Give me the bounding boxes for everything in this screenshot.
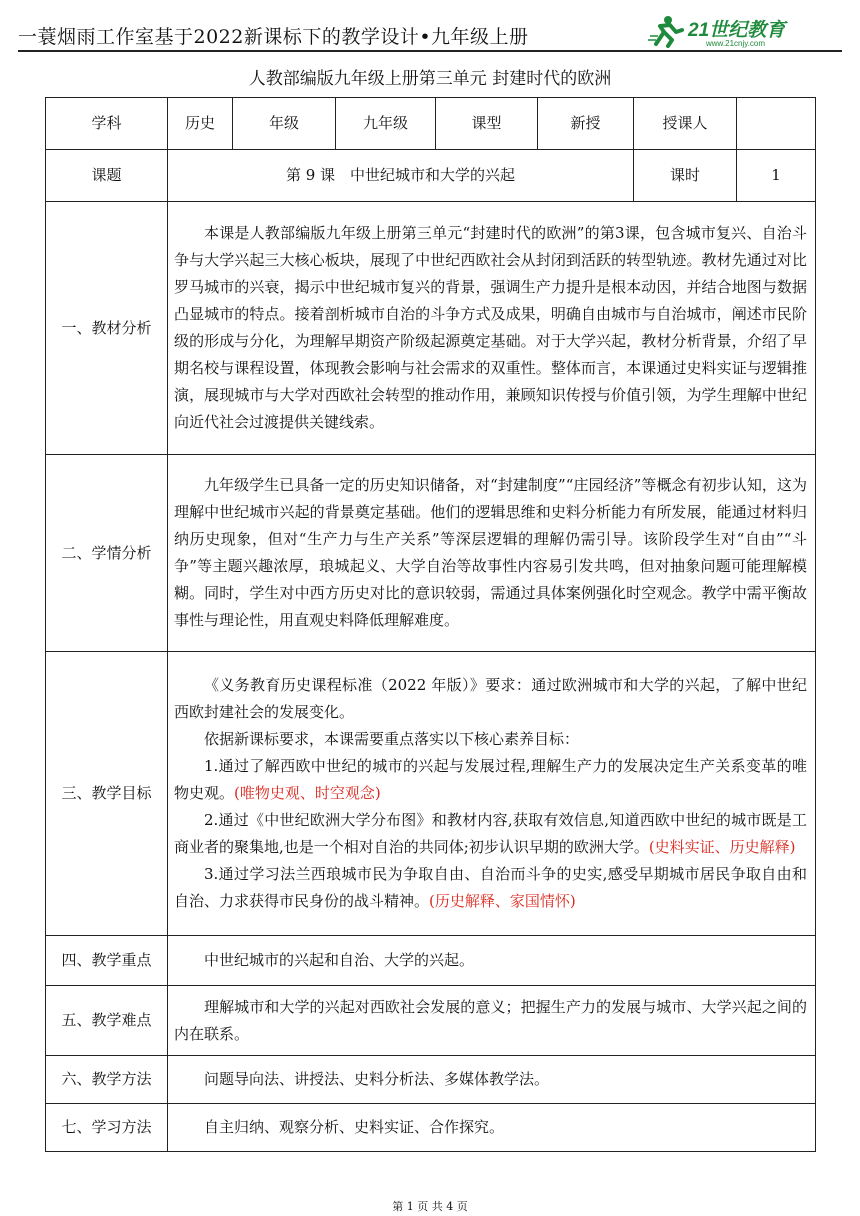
goal-1 [174, 753, 807, 807]
goals-intro-text: 依据新课标要求，本课需要重点落实以下核心素养目标： [204, 730, 580, 748]
learning-methods-row [46, 1104, 816, 1152]
difficulties-cell [168, 986, 816, 1056]
student-analysis-row [46, 455, 816, 652]
logo-text: 21世纪教育 [688, 20, 786, 41]
lesson-type-label: 课型 [436, 98, 538, 150]
goal-3-text: 3.通过学习法兰西琅城市民为争取自由、自治而斗争的史实,感受早期城市居民争取自由和自治、力求获得市民身份的战斗精神。 [174, 865, 807, 910]
logo-url: www.21cnjy.com [706, 39, 765, 48]
key-points-cell [168, 936, 816, 986]
teacher-label: 授课人 [634, 98, 737, 150]
difficulties-row [46, 986, 816, 1056]
key-points-label: 四、教学重点 [46, 936, 168, 986]
student-analysis-label: 二、学情分析 [46, 455, 168, 652]
subject-label: 学科 [46, 98, 168, 150]
material-analysis-label: 一、教材分析 [46, 202, 168, 455]
header-rule [18, 50, 842, 52]
header-title: 一蓑烟雨工作室基于2022新课标下的教学设计•九年级上册 [18, 26, 529, 48]
hours-label: 课时 [634, 150, 737, 202]
student-analysis-text: 九年级学生已具备一定的历史知识储备，对“封建制度”“庄园经济”等概念有初步认知，这为理解中世纪城市兴起的背景奠定基础。他们的逻辑思维和史料分析能力有所发展，能通过材料归纳历史现象，但对“生产力与生产关系”等深层逻辑的理解仍需引导。该阶段学生对“自由”“斗争”等主题兴趣浓厚，琅城起义、大学自治等故事性内容易引发共鸣，但对抽象问题可能理解模糊。同时，学生对中西方历史对比的意识较弱，需通过具体案例强化时空观念。教学中需平衡故事性与理论性，用直观史料降低理解难度。 [174, 476, 807, 629]
key-points-row [46, 936, 816, 986]
teaching-methods-text: 问题导向法、讲授法、史料分析法、多媒体教学法。 [204, 1070, 550, 1088]
teacher-value [737, 98, 816, 150]
goal-2 [174, 807, 807, 861]
goal-2-text: 2.通过《中世纪欧洲大学分布图》和教材内容,获取有效信息,知道西欧中世纪的城市既是工商业者的聚集地,也是一个相对自治的共同体;初步认识早期的欧洲大学。 [174, 811, 807, 856]
material-analysis-row [46, 202, 816, 455]
material-analysis-text: 本课是人教部编版九年级上册第三单元“封建时代的欧洲”的第3课，包含城市复兴、自治斗争与大学兴起三大核心板块，展现了中世纪西欧社会从封闭到活跃的转型轨迹。教材先通过对比罗马城市的兴衰，揭示中世纪城市复兴的背景，强调生产力提升是根本动因，并结合地图与数据凸显城市的特点。接着剖析城市自治的斗争方式及成果，明确自由城市与自治城市，阐述市民阶级的形成与分化，为理解早期资产阶级起源奠定基础。对于大学兴起，教材分析背景，介绍了早期名校与课程设置，体现教会影响与社会需求的双重性。整体而言，本课通过史料实证与逻辑推演，展现城市与大学对西欧社会转型的推动作用，兼顾知识传授与价值引领，为学生理解中世纪向近代社会过渡提供关键线索。 [174, 224, 807, 431]
page-number: 第 1 页 共 4 页 [392, 1200, 468, 1213]
teaching-goals-row [46, 652, 816, 936]
teaching-methods-label: 六、教学方法 [46, 1056, 168, 1104]
goal-2-tag: (史料实证、历史解释) [648, 838, 796, 856]
lesson-plan-table [45, 97, 816, 1152]
learning-methods-label: 七、学习方法 [46, 1104, 168, 1152]
runner-icon [648, 16, 682, 46]
teaching-methods-cell [168, 1056, 816, 1104]
grade-value: 九年级 [336, 98, 436, 150]
goal-3-tag: (历史解释、家国情怀) [429, 892, 576, 910]
student-analysis-cell [168, 455, 816, 652]
info-row [46, 98, 816, 150]
lesson-title: 第 9 课 中世纪城市和大学的兴起 [168, 150, 634, 202]
topic-label: 课题 [46, 150, 168, 202]
lesson-type-value: 新授 [538, 98, 634, 150]
difficulties-label: 五、教学难点 [46, 986, 168, 1056]
subject-value: 历史 [168, 98, 233, 150]
goal-1-text: 1.通过了解西欧中世纪的城市的兴起与发展过程,理解生产力的发展决定生产关系变革的唯物史观。 [174, 757, 807, 802]
difficulties-text: 理解城市和大学的兴起对西欧社会发展的意义；把握生产力的发展与城市、大学兴起之间的内在联系。 [174, 997, 807, 1043]
curriculum-standard-text: 《义务教育历史课程标准（2022 年版）》要求：通过欧洲城市和大学的兴起，了解中世纪西欧封建社会的发展变化。 [174, 676, 807, 721]
goal-3 [174, 861, 807, 915]
learning-methods-text: 自主归纳、观察分析、史料实证、合作探究。 [204, 1118, 505, 1136]
teaching-methods-row [46, 1056, 816, 1104]
material-analysis-cell [168, 202, 816, 455]
site-logo [648, 14, 820, 48]
topic-row [46, 150, 816, 202]
key-points-text: 中世纪城市的兴起和自治、大学的兴起。 [204, 951, 475, 969]
learning-methods-cell [168, 1104, 816, 1152]
teaching-goals-label: 三、教学目标 [46, 652, 168, 936]
hours-value: 1 [737, 150, 816, 202]
grade-label: 年级 [233, 98, 336, 150]
unit-subtitle: 人教部编版九年级上册第三单元 封建时代的欧洲 [248, 69, 612, 89]
goal-1-tag: (唯物史观、时空观念) [234, 784, 381, 802]
teaching-goals-cell [168, 652, 816, 936]
